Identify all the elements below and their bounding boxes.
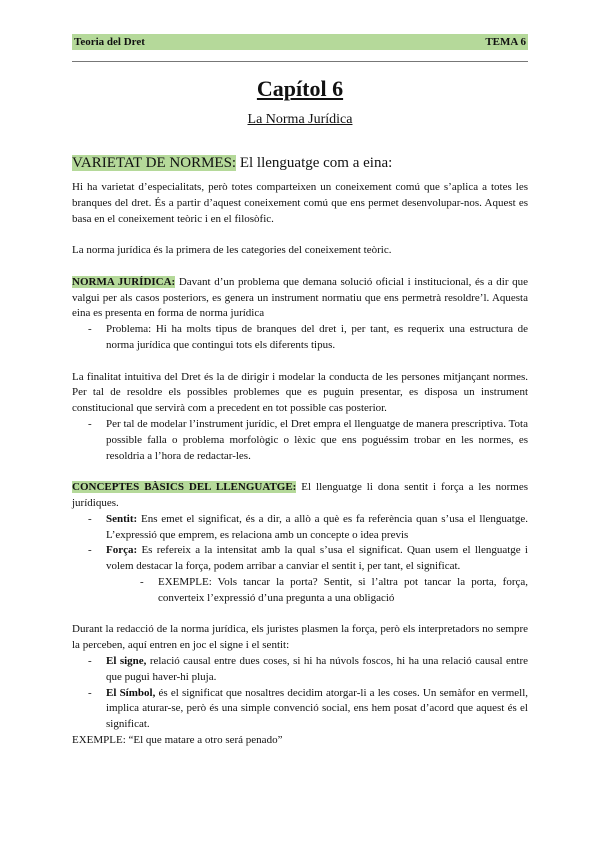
- term-sentit-text: Ens emet el significat, és a dir, a allò a què es fa referència quan s’usa el llenguatge. L’expressió que emprem, es relaciona amb un concepte o idea previs: [106, 512, 528, 541]
- term-sentit: Sentit:: [106, 512, 138, 525]
- list-item: - EXEMPLE: Vols tancar la porta? Sentit, si l’altra pot tancar la porta, força, converteix l’expressió d’una pregunta a una obligació: [158, 575, 528, 607]
- term-forca: Força:: [106, 544, 138, 557]
- conceptes-text: El llenguatge li dona sentit i força a les normes jurídiques.: [72, 481, 528, 509]
- list-item: [106, 512, 528, 544]
- list-item: [106, 686, 528, 733]
- section-heading-highlight: VARIETAT DE NORMES:: [72, 155, 237, 171]
- paragraph-specialities: Hi ha varietat d’especialitats, però totes comparteixen un coneixement comú que s’aplica a totes les branques del dret. És a partir d’aquest coneixement comú que ens permet desenvolupar-nos. Aquest es basa en el coneixement teòric i en el filosòfic.: [72, 181, 528, 225]
- paragraph-finalitat: La finalitat intuitiva del Dret és la de dirigir i modelar la conducta de les persones mitjançant normes. Per tal de resoldre els possibles problemes que es puguin presentar, es disposa un instrument constitucional que servirà com a precedent en tot possible cas posterior.: [72, 370, 528, 415]
- forca-sublist: [106, 575, 528, 607]
- conceptes-label: CONCEPTES BÀSICS DEL LLENGUATGE:: [72, 481, 297, 494]
- document-page: [72, 34, 528, 749]
- norma-juridica-text: Davant d’un problema que demana solució oficial i institucional, és a dir que valgui per als casos posteriors, es genera un instrument normatiu que ens permetrà resoldre’l. Aquesta eina es presenta en forma de norma jurídica: [72, 275, 529, 320]
- paragraph-conceptes: [72, 480, 528, 512]
- paragraph-example: EXEMPLE: “El que matare a otro será penado”: [72, 733, 283, 746]
- norma-juridica-label: NORMA JURÍDICA:: [72, 275, 176, 288]
- list-item: [106, 654, 528, 686]
- paragraph-norma-juridica: [72, 275, 528, 322]
- conceptes-list: [72, 512, 528, 607]
- list-item: - Per tal de modelar l’instrument jurídic, el Dret empra el llenguatge de manera prescriptiva. Tota possible falla o problema morfològic o lèxic que ens poguéssim trobar en les normes, es resoldria a l’hora de redactar-les.: [106, 417, 528, 464]
- chapter-subtitle: La Norma Jurídica: [247, 112, 353, 127]
- section-heading: [72, 154, 528, 172]
- norma-juridica-list: [72, 322, 528, 354]
- finalitat-list: [72, 417, 528, 464]
- signe-simbol-list: [72, 654, 528, 733]
- term-signe: El signe,: [106, 654, 147, 667]
- section-heading-rest: El llenguatge com a eina:: [236, 155, 393, 171]
- page-header: [72, 34, 528, 50]
- header-course-title: Teoria del Dret: [74, 36, 145, 48]
- paragraph-redaccio: Durant la redacció de la norma jurídica, els juristes plasmen la força, però els interpretadors no sempre la perceben, aquí entren en joc el signe i el sentit:: [72, 623, 528, 652]
- term-signe-text: relació causal entre dues coses, si hi ha núvols foscos, hi ha una relació causal entre que pugui haver-hi pluja.: [106, 654, 528, 683]
- header-divider: [72, 61, 528, 62]
- list-item: [106, 543, 528, 606]
- header-topic-number: TEMA 6: [485, 36, 526, 48]
- term-simbol-text: és el significat que nosaltres decidim atorgar-li a les coses. Un semàfor en vermell, implica aturar-se, però és una simple convenció social, ens hem posat d’acord que aquest és el significat.: [106, 686, 528, 731]
- paragraph-norm-category: La norma jurídica és la primera de les categories del coneixement teòric.: [72, 244, 392, 257]
- term-forca-text: Es refereix a la intensitat amb la qual s’usa el significat. Quan usem el llenguatge i volem destacar la força, podem arribar a canviar el sentit i, per tant, el significat.: [106, 544, 528, 573]
- chapter-title: Capítol 6: [256, 76, 344, 101]
- list-item: - Problema: Hi ha molts tipus de branques del dret i, per tant, es requerix una estructura de norma jurídica que contingui tots els diferents tipus.: [106, 322, 528, 354]
- term-simbol: El Símbol,: [106, 686, 156, 699]
